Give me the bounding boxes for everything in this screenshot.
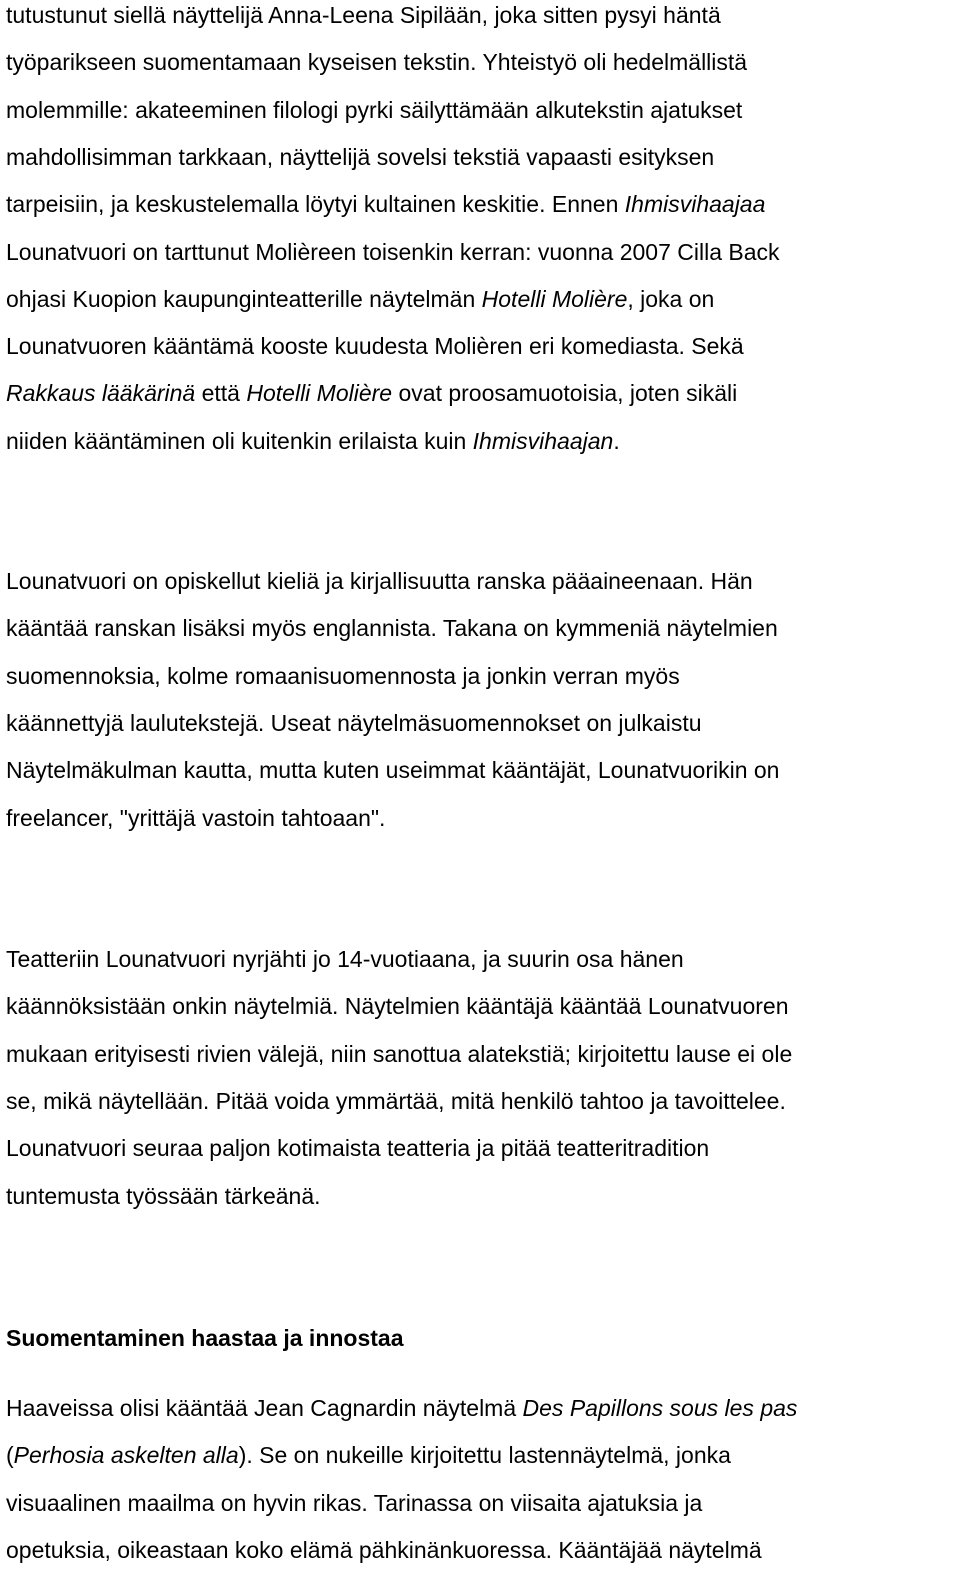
text-line [6,1182,321,1210]
text-run: käännettyjä laulutekstejä. Useat näytelmäsuomennokset on julkaistu [6,710,702,736]
text-run: Teatteriin Lounatvuori nyrjähti jo 14-vuotiaana, ja suurin osa hänen [6,946,684,972]
text-line [6,1040,792,1068]
text-run: Lounatvuoren kääntämä kooste kuudesta Molièren eri komediasta. Sekä [6,333,744,359]
text-run: Lounatvuori on tarttunut Molièreen toisenkin kerran: vuonna 2007 Cilla Back [6,239,780,265]
text-run: käännöksistään onkin näytelmiä. Näytelmien kääntäjä kääntää Lounatvuoren [6,993,789,1019]
text-run: ovat proosamuotoisia, joten sikäli [392,380,738,406]
text-run: se, mikä näytellään. Pitää voida ymmärtää, mitä henkilö tahtoo ja tavoittelee. [6,1088,786,1114]
text-run: , joka on [627,286,715,312]
text-line [6,709,702,737]
text-run: Näytelmäkulman kautta, mutta kuten useimmat kääntäjät, Lounatvuorikin on [6,757,780,783]
italic-title-text: Hotelli Molière [481,286,628,312]
text-line [6,756,779,784]
text-line [6,567,753,595]
text-run: Haaveissa olisi kääntää Jean Cagnardin näytelmä [6,1395,523,1421]
text-line [6,379,737,407]
text-line [6,804,385,832]
text-run: suomennoksia, kolme romaanisuomennosta ja jonkin verran myös [6,663,680,689]
text-line [6,945,684,973]
text-run: freelancer, "yrittäjä vastoin tahtoaan". [6,805,386,831]
text-line [6,238,780,266]
italic-title-text: Ihmisvihaajaa [624,191,766,217]
text-line [6,1394,797,1422]
text-line [6,332,744,360]
italic-title-text: Perhosia askelten alla [13,1442,239,1468]
text-line [6,662,680,690]
text-run: tutustunut siellä näyttelijä Anna-Leena Sipilään, joka sitten pysyi häntä [6,2,721,28]
italic-title-text: Hotelli Molière [246,380,393,406]
text-line [6,614,778,642]
italic-title-text: Rakkaus lääkärinä [6,380,196,406]
text-run: tarpeisiin, ja keskustelemalla löytyi kultainen keskitie. Ennen [6,191,625,217]
text-line [6,1441,731,1469]
text-run: Lounatvuori on opiskellut kieliä ja kirjallisuutta ranska pääaineenaan. Hän [6,568,753,594]
italic-title-text: Ihmisvihaajan [472,428,614,454]
text-run: työparikseen suomentamaan kyseisen tekstin. Yhteistyö oli hedelmällistä [6,49,748,75]
text-line [6,190,765,218]
text-run: ohjasi Kuopion kaupunginteatterille näytelmän [6,286,482,312]
text-run: ). Se on nukeille kirjoitettu lastennäytelmä, jonka [238,1442,731,1468]
text-line [6,1536,762,1564]
text-run: ( [6,1442,14,1468]
section-heading: Suomentaminen haastaa ja innostaa [6,1325,404,1351]
text-line [6,96,742,124]
text-run: tuntemusta työssään tärkeänä. [6,1183,321,1209]
text-line [6,427,620,455]
text-line [6,1,721,29]
text-run: että [195,380,247,406]
text-line [6,143,714,171]
text-run: niiden kääntäminen oli kuitenkin erilaista kuin [6,428,473,454]
text-run: opetuksia, oikeastaan koko elämä pähkinänkuoressa. Kääntäjää näytelmä [6,1537,762,1563]
text-run: kääntää ranskan lisäksi myös englannista. Takana on kymmeniä näytelmien [6,615,778,641]
text-run: . [613,428,620,454]
text-line [6,285,714,313]
text-line [6,1134,709,1162]
text-run: mukaan erityisesti rivien välejä, niin sanottua alatekstiä; kirjoitettu lause ei ole [6,1041,793,1067]
text-run: visuaalinen maailma on hyvin rikas. Tarinassa on viisaita ajatuksia ja [6,1490,703,1516]
text-run: molemmille: akateeminen filologi pyrki säilyttämään alkutekstin ajatukset [6,97,743,123]
text-run: mahdollisimman tarkkaan, näyttelijä sovelsi tekstiä vapaasti esityksen [6,144,715,170]
text-line [6,992,789,1020]
text-line [6,1489,702,1517]
text-run: Lounatvuori seuraa paljon kotimaista teatteria ja pitää teatteritradition [6,1135,710,1161]
text-line [6,1087,786,1115]
text-line [6,48,747,76]
italic-title-text: Des Papillons sous les pas [522,1395,798,1421]
